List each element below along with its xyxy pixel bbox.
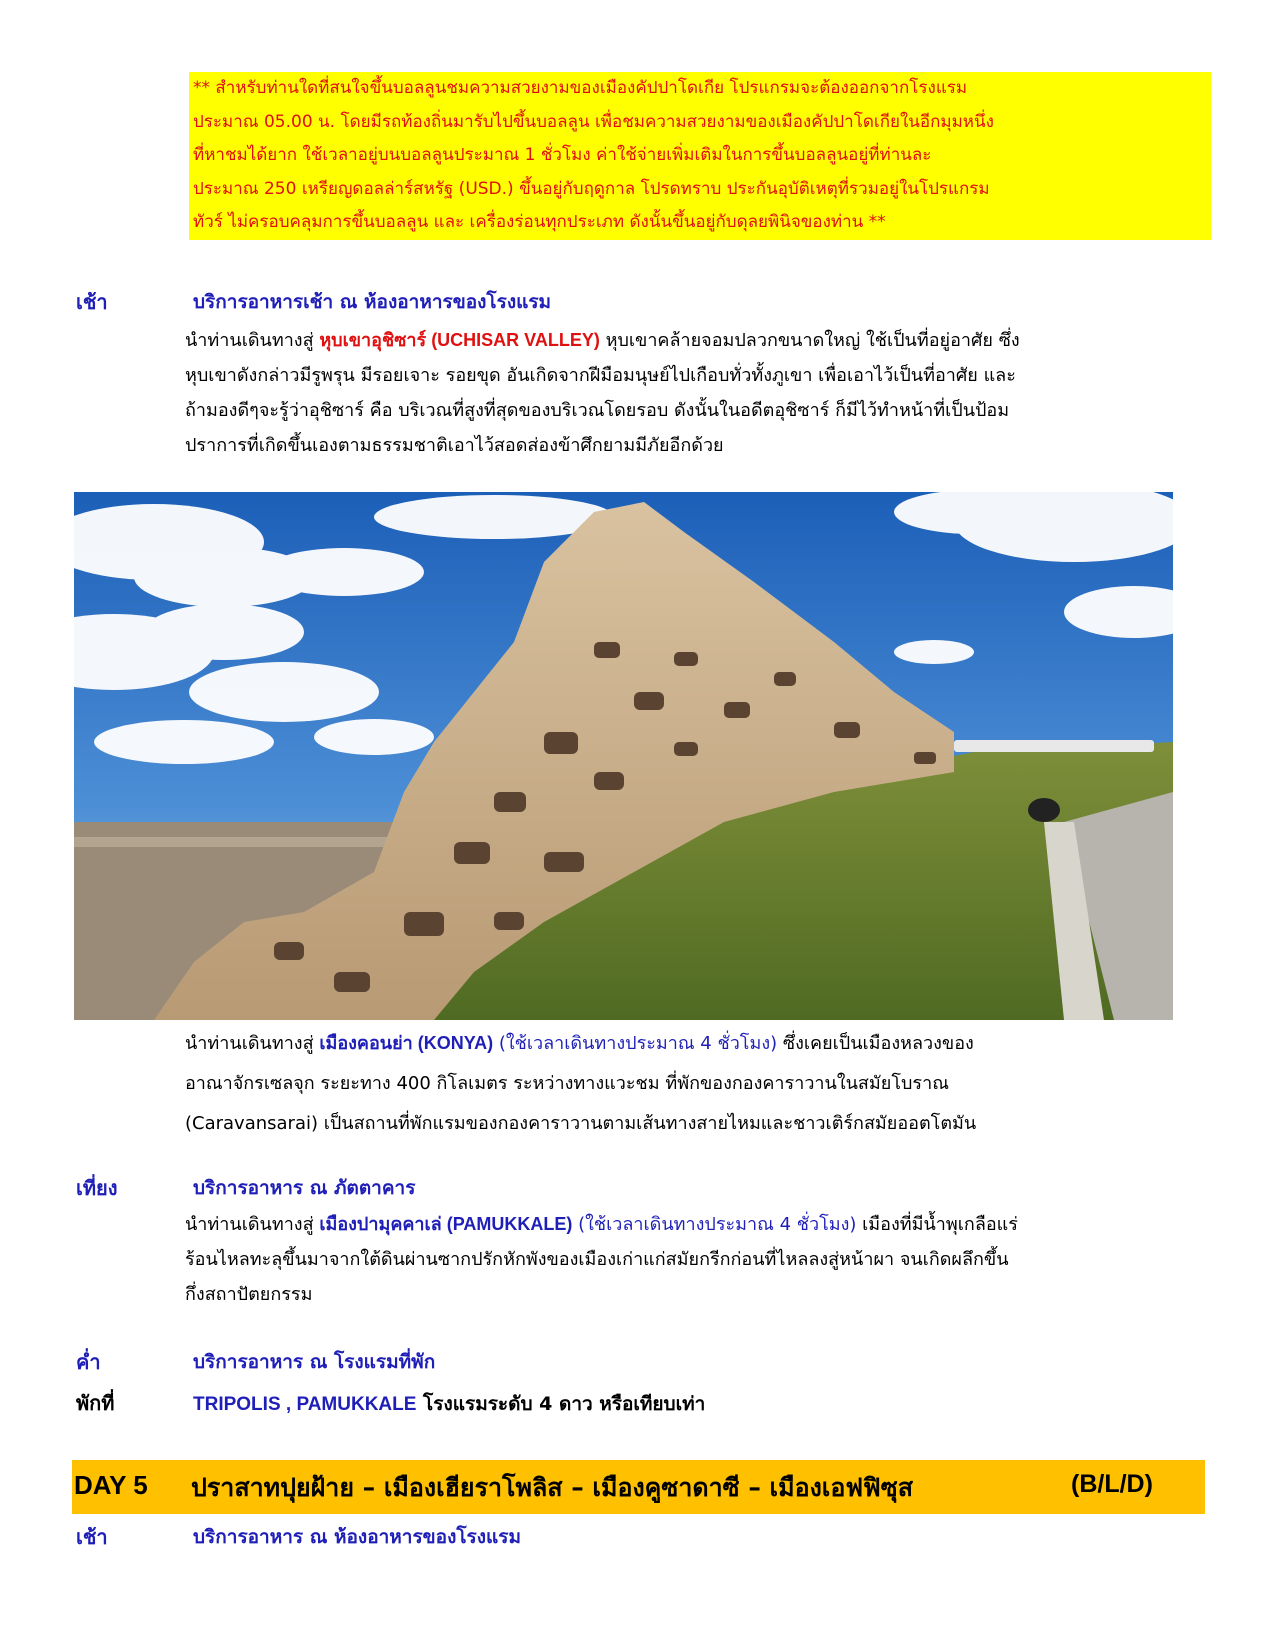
balloon-note-line: ** สำหรับท่านใดที่สนใจขึ้นบอลลูนชมความสวยงามของเมืองคัปปาโดเกีย โปรแกรมจะต้องออกจากโรงแรม [193,78,968,98]
stay-hotel: TRIPOLIS , PAMUKKALE [193,1394,417,1415]
breakfast-label: เช้า [76,290,108,314]
lunch-meal: บริการอาหาร ณ ภัตตาคาร [193,1177,416,1199]
dinner-label: ค่ำ [76,1350,101,1374]
day5-breakfast-meal: บริการอาหาร ณ ห้องอาหารของโรงแรม [193,1526,522,1548]
konya-prefix: นำท่านเดินทางสู่ [185,1033,320,1054]
pamukkale-line-3: กึ่งสถาปัตยกรรม [185,1284,313,1305]
balloon-note-line: ประมาณ 250 เหรียญดอลล่าร์สหรัฐ (USD.) ขึ้นอยู่กับฤดูกาล โปรดทราบ ประกันอุบัติเหตุที่รวมอยู่ในโปรแกรม [193,178,990,199]
uchisar-line-2: หุบเขาดังกล่าวมีรูพรุน มีรอยเจาะ รอยขุด อันเกิดจากฝีมือมนุษย์ไปเกือบทั่วทั้งภูเขา เพื่อเอาไว้เป็นที่อาศัย และ [185,365,1016,386]
lunch-label: เที่ยง [76,1176,118,1200]
stay-info [193,1389,705,1419]
day5-meals: (B/L/D) [1071,1470,1153,1498]
uchisar-castle-illustration [74,492,1173,1020]
konya-line-2: อาณาจักรเซลจุก ระยะทาง 400 กิโลเมตร ระหว่างทางแวะชม ที่พักของกองคาราวานในสมัยโบราณ [185,1073,949,1094]
pamukkale-line-2: ร้อนไหลทะลุขึ้นมาจากใต้ดินผ่านซากปรักหักพังของเมืองเก่าแก่สมัยกรีกก่อนที่ไหลลงสู่หน้าผา จนเกิดผลึกขึ้น [185,1249,1009,1270]
konya-line-3: (Caravansarai) เป็นสถานที่พักแรมของกองคาราวานตามเส้นทางสายไหมและชาวเติร์กสมัยออตโตมัน [185,1113,977,1134]
uchisar-castle-photo [74,492,1173,1020]
day5-title: ปราสาทปุยฝ้าย – เมืองเฮียราโพลิส – เมืองคูซาดาซี – เมืองเอฟฟิซุส [191,1473,913,1502]
stay-label: พักที่ [76,1391,115,1415]
pamukkale-time: (ใช้เวลาเดินทางประมาณ 4 ชั่วโมง) [572,1214,857,1235]
uchisar-suffix: หุบเขาคล้ายจอมปลวกขนาดใหญ่ ใช้เป็นที่อยู่อาศัย ซึ่ง [599,330,1020,351]
stay-rest: โรงแรมระดับ 4 ดาว หรือเทียบเท่า [416,1393,706,1415]
breakfast-meal: บริการอาหารเช้า ณ ห้องอาหารของโรงแรม [193,291,552,313]
day5-breakfast-label: เช้า [76,1525,108,1549]
pamukkale-line-1 [185,1207,1205,1242]
konya-place: เมืองคอนย่า (KONYA) [319,1033,494,1053]
day5-number: DAY 5 [74,1470,148,1500]
uchisar-line-3: ถ้ามองดีๆจะรู้ว่าอุชิซาร์ คือ บริเวณที่สูงที่สุดของบริเวณโดยรอบ ดังนั้นในอดีตอุชิซาร์ ก็มีไว้ทำหน้าที่เป็นป้อม [185,400,1010,421]
konya-paragraph [185,1023,1205,1144]
balloon-note [189,72,1211,240]
balloon-note-line: ประมาณ 05.00 น. โดยมีรถท้องถิ่นมารับไปขึ้นบอลลูน เพื่อชมความสวยงามของเมืองคัปปาโดเกียในอีกมุมหนึ่ง [193,111,994,132]
konya-line-1 [185,1023,1205,1064]
uchisar-place: หุบเขาอุชิซาร์ (UCHISAR VALLEY) [319,330,600,350]
dinner-meal: บริการอาหาร ณ โรงแรมที่พัก [193,1351,436,1373]
uchisar-paragraph [185,323,1205,463]
konya-time: (ใช้เวลาเดินทางประมาณ 4 ชั่วโมง) [493,1033,778,1054]
balloon-note-line: ที่หาชมได้ยาก ใช้เวลาอยู่บนบอลลูนประมาณ 1 ชั่วโมง ค่าใช้จ่ายเพิ่มเติมในการขึ้นบอลลูนอยู่ที่ท่านละ [193,145,932,165]
konya-suffix: ซึ่งเคยเป็นเมืองหลวงของ [777,1033,974,1054]
uchisar-line-1 [185,323,1205,358]
pamukkale-paragraph [185,1207,1205,1312]
pamukkale-place: เมืองปามุคคาเล่ (PAMUKKALE) [319,1214,573,1234]
pamukkale-prefix: นำท่านเดินทางสู่ [185,1214,320,1235]
balloon-note-line: ทัวร์ ไม่ครอบคลุมการขึ้นบอลลูน และ เครื่องร่อนทุกประเภท ดังนั้นขึ้นอยู่กับดุลยพินิจของท่าน ** [193,212,886,232]
pamukkale-suffix: เมืองที่มีน้ำพุเกลือแร่ [856,1214,1018,1235]
uchisar-prefix: นำท่านเดินทางสู่ [185,330,320,351]
uchisar-line-4: ปราการที่เกิดขึ้นเองตามธรรมชาติเอาไว้สอดส่องข้าศึกยามมีภัยอีกด้วย [185,435,724,456]
